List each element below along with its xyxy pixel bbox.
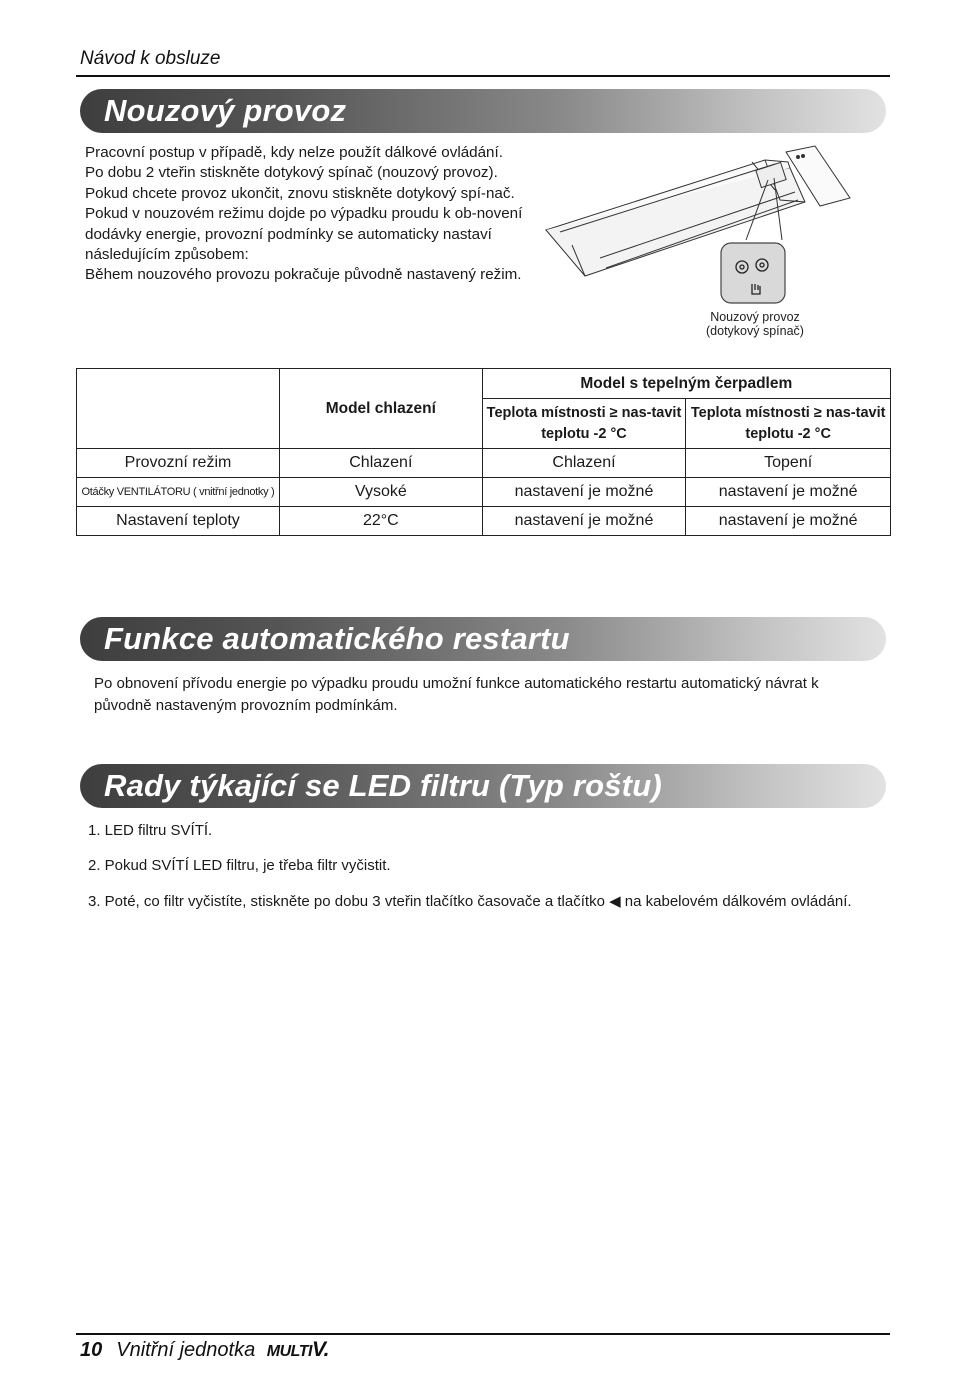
cell-heatpump-b: nastavení je možné: [686, 507, 891, 536]
intro-line: Po dobu 2 vteřin stiskněte dotykový spínač (nouzový provoz).: [85, 164, 498, 182]
cell-heatpump-a: nastavení je možné: [482, 507, 686, 536]
section-title-emergency: Nouzový provoz: [104, 93, 347, 128]
row-label: Otáčky VENTILÁTORU ( vnitřní jednotky ): [77, 478, 280, 507]
list-item: 3. Poté, co filtr vyčistíte, stiskněte po dobu 3 vteřin tlačítko časovače a tlačítko ◀ na kabelovém dálkovém ovládání.: [88, 893, 852, 910]
header-heatpump-sub-a: Teplota místnosti ≥ nas-tavit teplotu -2 °C: [482, 399, 686, 449]
header-heatpump-model: Model s tepelným čerpadlem: [482, 369, 890, 399]
section-banner-led-filter: [80, 764, 886, 808]
emergency-intro: [85, 143, 535, 286]
footer: [80, 1338, 329, 1362]
cell-cooling: Vysoké: [279, 478, 482, 507]
cell-heatpump-b: Topení: [686, 449, 891, 478]
list-item: 2. Pokud SVÍTÍ LED filtru, je třeba filtr vyčistit.: [88, 857, 391, 874]
header-cooling-model: Model chlazení: [279, 369, 482, 449]
header-rule: [76, 75, 890, 77]
cell-heatpump-a: Chlazení: [482, 449, 686, 478]
cell-heatpump-a: nastavení je možné: [482, 478, 686, 507]
section-banner-emergency: [80, 89, 886, 133]
page-number: 10: [80, 1339, 103, 1361]
intro-line: Během nouzového provozu pokračuje původně nastavený režim.: [85, 266, 522, 284]
logo-text: MULTI: [266, 1343, 312, 1360]
section-title-restart: Funkce automatického restartu: [104, 621, 570, 656]
emergency-settings-table: [76, 368, 891, 536]
table-row: [77, 507, 891, 536]
footer-rule: [76, 1333, 890, 1335]
restart-description: Po obnovení přívodu energie po výpadku proudu umožní funkce automatického restartu automatický návrat k původně nastaveným provozním podmínkám.: [94, 675, 819, 714]
section-banner-restart: [80, 617, 886, 661]
header-heatpump-sub-b: Teplota místnosti ≥ nas-tavit teplotu -2 °C: [686, 399, 891, 449]
cell-heatpump-b: nastavení je možné: [686, 478, 891, 507]
table-row: [77, 449, 891, 478]
intro-line: Pracovní postup v případě, kdy nelze použít dálkové ovládání.: [85, 144, 503, 161]
cell-cooling: 22°C: [279, 507, 482, 536]
intro-line: Pokud v nouzovém režimu dojde po výpadku proudu k ob-novení dodávky energie, provozní podmínky se automaticky nastaví následujícím způsobem:: [85, 205, 523, 264]
section-title-led-filter: Rady týkající se LED filtru (Typ roštu): [104, 768, 662, 803]
header-label: Návod k obsluze: [80, 48, 221, 69]
cell-cooling: Chlazení: [279, 449, 482, 478]
intro-line: Pokud chcete provoz ukončit, znovu stiskněte dotykový spí-nač.: [85, 184, 515, 202]
footer-text: Vnitřní jednotka: [116, 1339, 256, 1361]
logo-text: V.: [311, 1338, 329, 1361]
table-row: [77, 478, 891, 507]
figure-caption: [660, 310, 850, 338]
caption-line: (dotykový spínač): [706, 324, 804, 338]
caption-line: Nouzový provoz: [710, 310, 800, 324]
multi-v-logo: [266, 1338, 329, 1361]
list-item: 1. LED filtru SVÍTÍ.: [88, 822, 213, 839]
row-label: Nastavení teploty: [77, 507, 280, 536]
row-label: Provozní režim: [77, 449, 280, 478]
table-corner-cell: [77, 369, 280, 449]
